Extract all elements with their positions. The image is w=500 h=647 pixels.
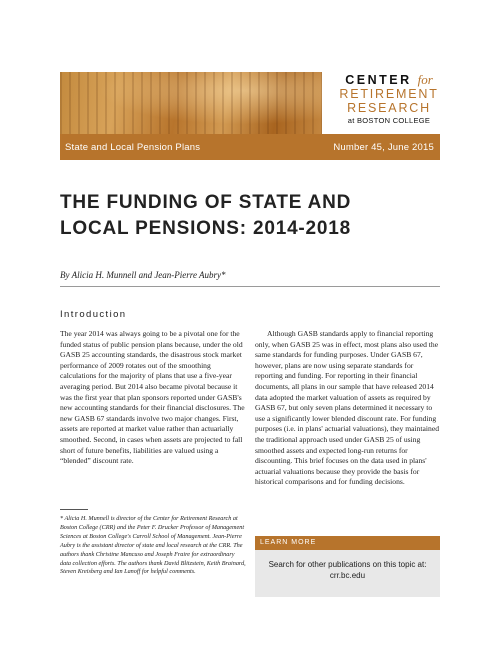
learn-more-box — [255, 550, 440, 597]
learn-more-header — [255, 536, 440, 550]
issue-label: Number 45, June 2015 — [333, 141, 434, 153]
byline: By Alicia H. Munnell and Jean-Pierre Aubry* — [60, 270, 226, 280]
learn-more-label: LEARN MORE — [260, 539, 317, 546]
byline-divider — [60, 286, 440, 287]
logo-center-word: CENTER — [345, 73, 412, 87]
page-title: THE FUNDING OF STATE AND LOCAL PENSIONS: 2014-2018 — [60, 192, 352, 239]
header-banner-image — [60, 72, 322, 134]
logo-boston-college: at BOSTON COLLEGE — [347, 116, 431, 125]
section-heading-introduction: Introduction — [60, 309, 127, 320]
learn-more-text: Search for other publications on this topic at: — [268, 560, 427, 569]
series-label: State and Local Pension Plans — [65, 141, 201, 153]
logo-center-line — [336, 73, 442, 87]
body-column-left: The year 2014 was always going to be a pivotal one for the funded status of public pension plans because, under the old GASB 25 accounting standards, the disastrous stock market performance of 2009 rotates out of the smoothing calculations for the majority of plans that use a five-year averaging period. But 2014 also became pivotal because it was the first year that plan sponsors reported under GASB's new accounting standards for their financial disclosures. The new GASB 67 standards involve two major changes. First, assets are reported at market value rather than actuarially smoothed. Second, in cases when assets are projected to fall short of future benefits, liabilities are valued using a “blended” discount rate. — [60, 329, 245, 466]
author-footnote: * Alicia H. Munnell is director of the Center for Retirement Research at Boston College (CRR) and the Peter F. Drucker Professor of Management Sciences at Boston College's Carroll School of Management. Jean-Pierre Aubry is the assistant director of state and local research at the CRR. The authors thank Christine Mancuso and Joseph Fraire for extraordinary data collection efforts. The authors thank David Blitzstein, Keith Brainard, Steven Kreisberg and Ian Lanoff for helpful comments. — [60, 515, 246, 576]
footnote-divider — [60, 509, 88, 510]
logo-retirement-word: RETIREMENT — [339, 87, 439, 101]
learn-more-link[interactable]: crr.bc.edu — [329, 571, 366, 580]
crr-logo — [336, 73, 442, 127]
body-column-right: Although GASB standards apply to financial reporting only, when GASB 25 was in effect, most plans also used the same standards for funding purposes. Under GASB 67, however, plans are now using separate standards for reporting and funding. For reporting in their financial documents, all plans in our sample that have released 2014 data adopted the market valuation of assets as required by GASB 67, but only seven plans determined it necessary to use a significantly lower blended discount rate. For funding purposes (i.e. in plans' actuarial valuations), they maintained the traditional approach used under GASB 25 of using smoothed assets and expected long-run returns for discounting. This brief focuses on the data used in plans' actuarial valuations because they provide the basis for historical comparisons and for funding decisions. — [255, 329, 439, 487]
logo-research-word: RESEARCH — [347, 101, 431, 115]
logo-for-word: for — [417, 72, 433, 87]
series-bar — [60, 134, 440, 160]
